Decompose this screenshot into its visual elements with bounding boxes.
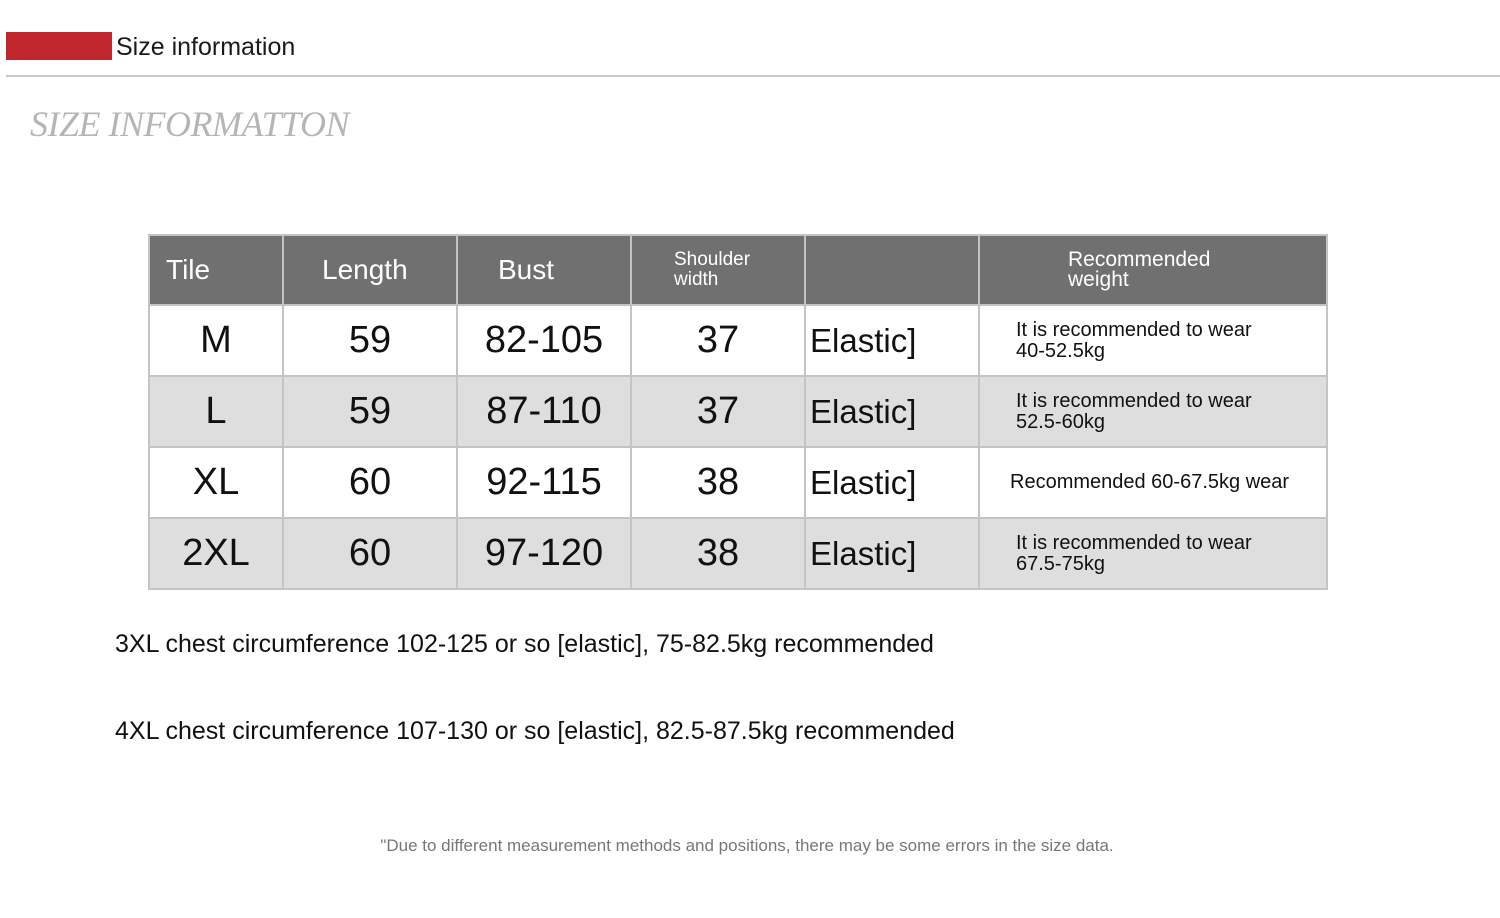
size-note-4xl: 4XL chest circumference 107-130 or so [elastic], 82.5-87.5kg recommended: [115, 717, 955, 745]
header-accent-bar: [6, 32, 112, 60]
length-cell: 60: [283, 518, 457, 589]
bust-cell: 97-120: [457, 518, 631, 589]
column-header-recommended-weight: Recommended weight: [979, 235, 1327, 305]
size-cell: XL: [149, 447, 283, 518]
table-row: [149, 305, 1327, 376]
size-table: [148, 234, 1328, 590]
column-header-blank: [805, 235, 979, 305]
table-row: [149, 447, 1327, 518]
column-header-shoulder-width: Shoulder width: [631, 235, 805, 305]
column-header-length: Length: [283, 235, 457, 305]
table-row: [149, 376, 1327, 447]
shoulder-cell: 38: [631, 447, 805, 518]
elastic-cell: Elastic]: [805, 518, 979, 589]
column-header-size: Tile: [149, 235, 283, 305]
table-row: [149, 518, 1327, 589]
weight-cell: It is recommended to wear 40-52.5kg: [979, 305, 1327, 376]
weight-cell: It is recommended to wear 52.5-60kg: [979, 376, 1327, 447]
page-title: Size information: [116, 33, 296, 61]
size-cell: M: [149, 305, 283, 376]
elastic-cell: Elastic]: [805, 376, 979, 447]
bust-cell: 82-105: [457, 305, 631, 376]
elastic-cell: Elastic]: [805, 447, 979, 518]
table-header-row: [149, 235, 1327, 305]
weight-cell: It is recommended to wear 67.5-75kg: [979, 518, 1327, 589]
length-cell: 59: [283, 376, 457, 447]
weight-cell: Recommended 60-67.5kg wear: [979, 447, 1327, 518]
measurement-disclaimer: "Due to different measurement methods and positions, there may be some errors in the size data.: [380, 836, 1114, 855]
shoulder-cell: 38: [631, 518, 805, 589]
bust-cell: 92-115: [457, 447, 631, 518]
section-subtitle: SIZE INFORMATTON: [30, 104, 350, 144]
header-divider: [6, 75, 1500, 77]
bust-cell: 87-110: [457, 376, 631, 447]
length-cell: 60: [283, 447, 457, 518]
size-note-3xl: 3XL chest circumference 102-125 or so [elastic], 75-82.5kg recommended: [115, 630, 934, 658]
column-header-bust: Bust: [457, 235, 631, 305]
elastic-cell: Elastic]: [805, 305, 979, 376]
shoulder-cell: 37: [631, 376, 805, 447]
shoulder-cell: 37: [631, 305, 805, 376]
size-cell: 2XL: [149, 518, 283, 589]
size-cell: L: [149, 376, 283, 447]
length-cell: 59: [283, 305, 457, 376]
